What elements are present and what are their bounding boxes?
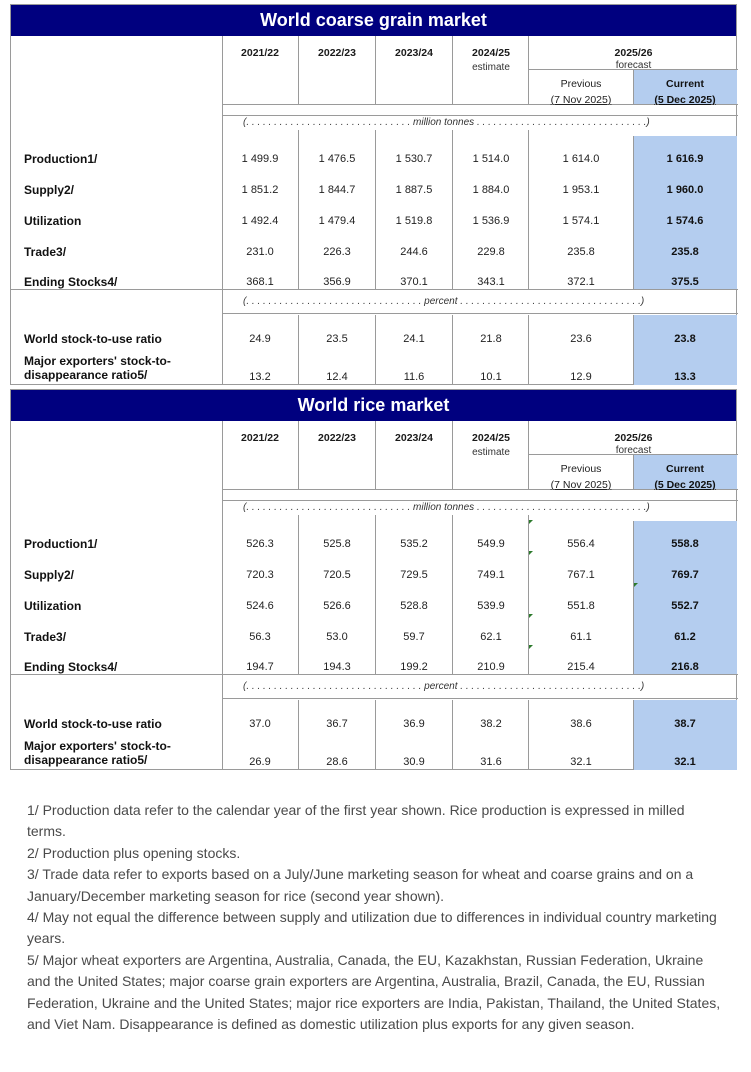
footnote: 5/ Major wheat exporters are Argentina, Australia, Canada, the EU, Kazakhstan, Russian Federation, Ukraine and the United States; major coarse grain exporters are Argentina, Australia, Brazil, Canada, the EU, Russian Federation, Ukraine and the United States; major rice exporters are India, Pakistan, Thailand, the United States, and Viet Nam. Disappearance is defined as domestic utilization plus exports for any given season.	[27, 951, 721, 1033]
col-current: Current	[666, 78, 704, 90]
col-2025-26-forecast: forecast	[615, 445, 652, 456]
col-2021-22: 2021/22	[241, 47, 279, 59]
rice-title: World rice market	[11, 390, 736, 421]
footnote: 3/ Trade data refer to exports based on a July/June marketing season for wheat and coarse grains and on a January/December marketing season for rice (second year shown).	[27, 866, 694, 904]
col-previous-date: (7 Nov 2025)	[550, 479, 612, 491]
col-2025-26: 2025/26	[614, 47, 653, 59]
col-2024-25: 2024/25	[472, 47, 510, 59]
col-current: Current	[666, 463, 704, 475]
footnote: 1/ Production data refer to the calendar year of the first year shown. Rice production is expressed in milled terms.	[27, 802, 685, 840]
col-2022-23: 2022/23	[318, 432, 356, 444]
col-2023-24: 2023/24	[395, 47, 433, 59]
col-2024-25: 2024/25	[472, 432, 510, 444]
unit-percent: (. . . . . . . . . . . . . . . . . . . . . . . . . . . . . . . . percent . . . . . . . . . . . . . . . . . . . . . . . . . . . . . . . . .)	[243, 296, 645, 307]
comment-marker	[529, 614, 533, 618]
col-current-date: (5 Dec 2025)	[654, 94, 716, 106]
unit-percent: (. . . . . . . . . . . . . . . . . . . . . . . . . . . . . . . . percent . . . . . . . . . . . . . . . . . . . . . . . . . . . . . . . . .)	[243, 681, 645, 692]
coarse-grain-table: World coarse grain market 2021/22 2022/23 2023/24 2024/25 estimate 2025/26 forecast Previous (7 Nov 2025) Current (5 Dec 2025) (. . . . . . . . . . . . . . . . . . . . . . . . . . . . . . million tonnes . . . . . . . . . . . . . . . . . . . . . . . . . . . . . . .) Production1/ 1 499.9 1 476.5 1 530.7 1 514.0 1 614.0 1 616.9 Supply2/ 1 851.2 1 844.7 1 887.5 1 884.0 1 953.1 1 960.0 Utilization 1 492.4 1 479.4 1 519.8 1 536.9 1 574.1 1 574.6 Trade3/ 231.0 226.3 244.6 229.8 235.8 235.8 Ending Stocks4/ 368.1 356.9 370.1 343.1 372.1 375.5 (. . . . . . . . . . . . . . . . . . . . . . . . . . . . . . . . percent . . . . . . . . . . . . . . . . . . . . . . . . . . . . . . . . .) World stock-to-use ratio 24.9 23.5 24.1 21.8 23.6 23.8 Major exporters' stock-to- disappearance ratio5/ 13.2 12.4 11.6 10.1 12.9 13.3	[10, 4, 737, 385]
coarse-grain-title: World coarse grain market	[11, 5, 736, 36]
comment-marker	[529, 645, 533, 649]
col-previous: Previous	[560, 78, 602, 90]
col-2022-23: 2022/23	[318, 47, 356, 59]
col-previous-date: (7 Nov 2025)	[550, 94, 612, 106]
col-2024-25-estimate: estimate	[472, 447, 510, 458]
col-current-date: (5 Dec 2025)	[654, 479, 716, 491]
col-2021-22: 2021/22	[241, 432, 279, 444]
comment-marker	[529, 520, 533, 524]
col-2025-26: 2025/26	[614, 432, 653, 444]
comment-marker	[529, 551, 533, 555]
footnotes	[27, 800, 727, 1035]
unit-million-tonnes: (. . . . . . . . . . . . . . . . . . . . . . . . . . . . . . million tonnes . . . . . . . . . . . . . . . . . . . . . . . . . . . . . . .)	[243, 117, 650, 128]
col-2025-26-forecast: forecast	[615, 60, 652, 71]
footnote: 4/ May not equal the difference between supply and utilization due to differences in individual country marketing years.	[27, 909, 717, 947]
comment-marker	[634, 583, 638, 587]
footnote: 2/ Production plus opening stocks.	[27, 844, 241, 861]
col-2024-25-estimate: estimate	[472, 62, 510, 73]
rice-table: World rice market 2021/22 2022/23 2023/24 2024/25 estimate 2025/26 forecast Previous (7 Nov 2025) Current (5 Dec 2025) (. . . . . . . . . . . . . . . . . . . . . . . . . . . . . . million tonnes . . . . . . . . . . . . . . . . . . . . . . . . . . . . . . .) Production1/ 526.3 525.8 535.2 549.9 556.4 558.8 Supply2/ 720.3 720.5 729.5 749.1 767.1 769.7 Utilization 524.6 526.6 528.8 539.9 551.8 552.7 Trade3/ 56.3 53.0 59.7 62.1 61.1 61.2 Ending Stocks4/ 194.7 194.3 199.2 210.9 215.4 216.8 (. . . . . . . . . . . . . . . . . . . . . . . . . . . . . . . . percent . . . . . . . . . . . . . . . . . . . . . . . . . . . . . . . . .) World stock-to-use ratio 37.0 36.7 36.9 38.2 38.6 38.7 Major exporters' stock-to- disappearance ratio5/ 26.9 28.6 30.9 31.6 32.1 32.1	[10, 389, 737, 770]
unit-million-tonnes: (. . . . . . . . . . . . . . . . . . . . . . . . . . . . . . million tonnes . . . . . . . . . . . . . . . . . . . . . . . . . . . . . . .)	[243, 502, 650, 513]
col-2023-24: 2023/24	[395, 432, 433, 444]
col-previous: Previous	[560, 463, 602, 475]
